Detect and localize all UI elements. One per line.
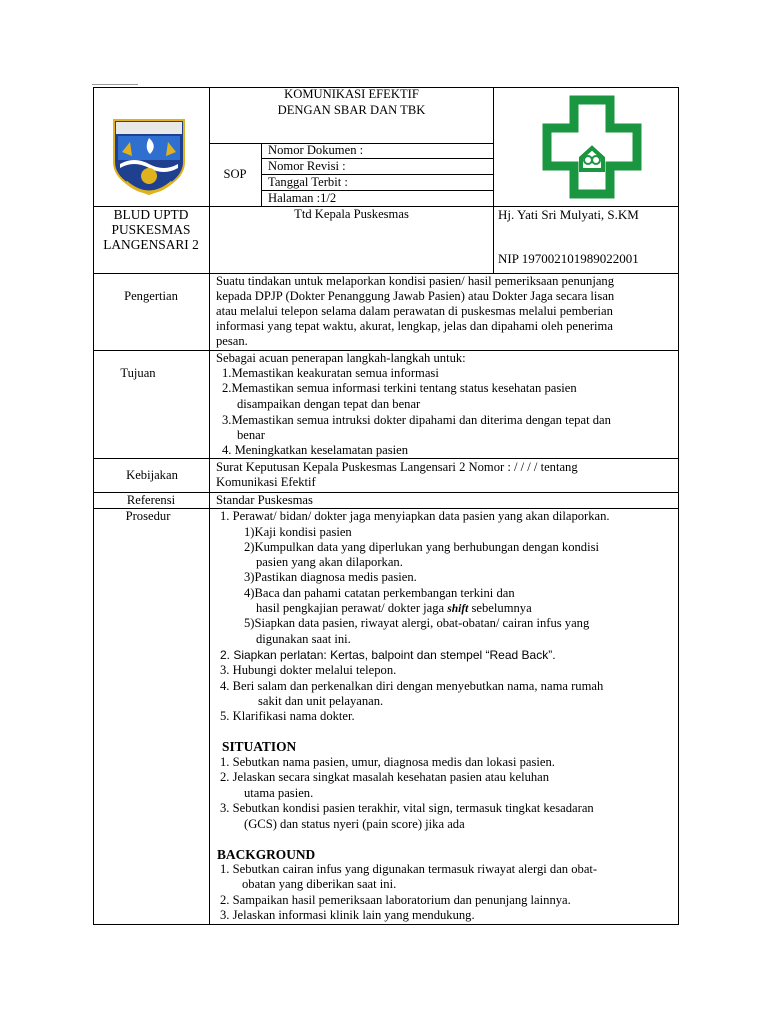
prosedur-substep: 4)Baca dan pahami catatan perkembangan terkini dan [244, 586, 515, 600]
doc-field-nomor-dokumen: Nomor Dokumen : [268, 143, 364, 157]
kebijakan-label: Kebijakan [126, 468, 178, 482]
situation-item: utama pasien. [244, 786, 314, 800]
pengertian-line: Suatu tindakan untuk melaporkan kondisi pasien/ hasil pemeriksaan penunjang [216, 274, 615, 288]
org-name-line3: LANGENSARI 2 [103, 237, 199, 252]
org-name-line1: BLUD UPTD [113, 207, 189, 222]
prosedur-step-4-cont: sakit dan unit pelayanan. [258, 694, 384, 708]
tujuan-line: 2.Memastikan semua informasi terkini tentang status kesehatan pasien [222, 381, 577, 395]
pengertian-line: kepada DPJP (Dokter Penanggung Jawab Pasien) atau Dokter Jaga secara lisan [216, 289, 615, 303]
background-item: obatan yang diberikan saat ini. [242, 877, 397, 891]
background-heading: BACKGROUND [217, 847, 316, 862]
referensi-text: Standar Puskesmas [216, 493, 313, 507]
background-item: 2. Sampaikan hasil pemeriksaan laboratorium dan penunjang lainnya. [220, 893, 571, 907]
puskesmas-logo [541, 94, 643, 200]
tujuan-intro: Sebagai acuan penerapan langkah-langkah untuk: [216, 351, 466, 365]
document-title-line2: DENGAN SBAR DAN TBK [277, 103, 426, 117]
situation-item: 1. Sebutkan nama pasien, umur, diagnosa medis dan lokasi pasien. [220, 755, 555, 769]
prosedur-substep: digunakan saat ini. [256, 632, 351, 646]
signer-nip: NIP 197002101989022001 [498, 251, 639, 266]
org-name-line2: PUSKESMAS [111, 222, 191, 237]
doc-field-tanggal-terbit: Tanggal Terbit : [268, 175, 348, 189]
pengertian-line: informasi yang tepat waktu, akurat, lengkap, jelas dan dipahami oleh penerima [216, 319, 613, 333]
prosedur-step-4: 4. Beri salam dan perkenalkan diri dengan menyebutkan nama, nama rumah [220, 679, 604, 693]
referensi-label: Referensi [126, 493, 176, 507]
document-title-line1: KOMUNIKASI EFEKTIF [284, 87, 419, 101]
tujuan-line: 1.Memastikan keakuratan semua informasi [222, 366, 439, 380]
substep-text: sebelumnya [468, 601, 532, 615]
prosedur-substep: 1)Kaji kondisi pasien [244, 525, 352, 539]
substep-text: hasil pengkajian perawat/ dokter jaga [256, 601, 448, 615]
tujuan-line: 4. Meningkatkan keselamatan pasien [222, 443, 409, 457]
situation-heading: SITUATION [222, 739, 297, 754]
pengertian-line: pesan. [216, 334, 248, 348]
green-cross-house-icon [541, 94, 643, 200]
prosedur-step-1: 1. Perawat/ bidan/ dokter jaga menyiapkan data pasien yang akan dilaporkan. [220, 509, 610, 523]
background-item: 1. Sebutkan cairan infus yang digunakan termasuk riwayat alergi dan obat- [220, 862, 598, 876]
shield-emblem-icon [106, 112, 192, 198]
signature-label: Ttd Kepala Puskesmas [294, 207, 409, 221]
pengertian-line: atau melalui telepon selama dalam perawatan di puskesmas melalui pemberian [216, 304, 613, 318]
kebijakan-line1: Surat Keputusan Kepala Puskesmas Langensari 2 Nomor : / / / / tentang [216, 460, 578, 474]
situation-item: 2. Jelaskan secara singkat masalah kesehatan pasien atau keluhan [220, 770, 550, 784]
tujuan-line: disampaikan dengan tepat dan benar [237, 397, 421, 411]
prosedur-step-2: 2. Siapkan perlatan: Kertas, balpoint dan stempel “Read Back”. [220, 648, 556, 662]
pengertian-label: Pengertian [124, 289, 178, 303]
doc-field-nomor-revisi: Nomor Revisi : [268, 159, 346, 173]
tujuan-line: 3.Memastikan semua intruksi dokter dipahami dan diterima dengan tepat dan [222, 413, 611, 427]
tujuan-label: Tujuan [120, 366, 156, 380]
tujuan-line: benar [237, 428, 265, 442]
doc-field-halaman: Halaman :1/2 [268, 191, 337, 205]
kebijakan-line2: Komunikasi Efektif [216, 475, 316, 489]
prosedur-label: Prosedur [125, 509, 171, 523]
situation-item: (GCS) dan status nyeri (pain score) jika ada [244, 817, 465, 831]
prosedur-substep: 3)Pastikan diagnosa medis pasien. [244, 570, 417, 584]
prosedur-substep: 2)Kumpulkan data yang diperlukan yang berhubungan dengan kondisi [244, 540, 599, 554]
scan-artifact-line [92, 84, 138, 85]
prosedur-step-5: 5. Klarifikasi nama dokter. [220, 709, 355, 723]
prosedur-substep: pasien yang akan dilaporkan. [256, 555, 403, 569]
regional-emblem-logo [106, 112, 192, 198]
prosedur-step-3: 3. Hubungi dokter melalui telepon. [220, 663, 397, 677]
signer-name: Hj. Yati Sri Mulyati, S.KM [498, 207, 639, 222]
shift-word: shift [447, 603, 469, 615]
prosedur-substep: 5)Siapkan data pasien, riwayat alergi, obat-obatan/ cairan infus yang [244, 616, 590, 630]
sop-label: SOP [223, 167, 247, 181]
situation-item: 3. Sebutkan kondisi pasien terakhir, vital sign, termasuk tingkat kesadaran [220, 801, 594, 815]
background-item: 3. Jelaskan informasi klinik lain yang mendukung. [220, 908, 475, 922]
